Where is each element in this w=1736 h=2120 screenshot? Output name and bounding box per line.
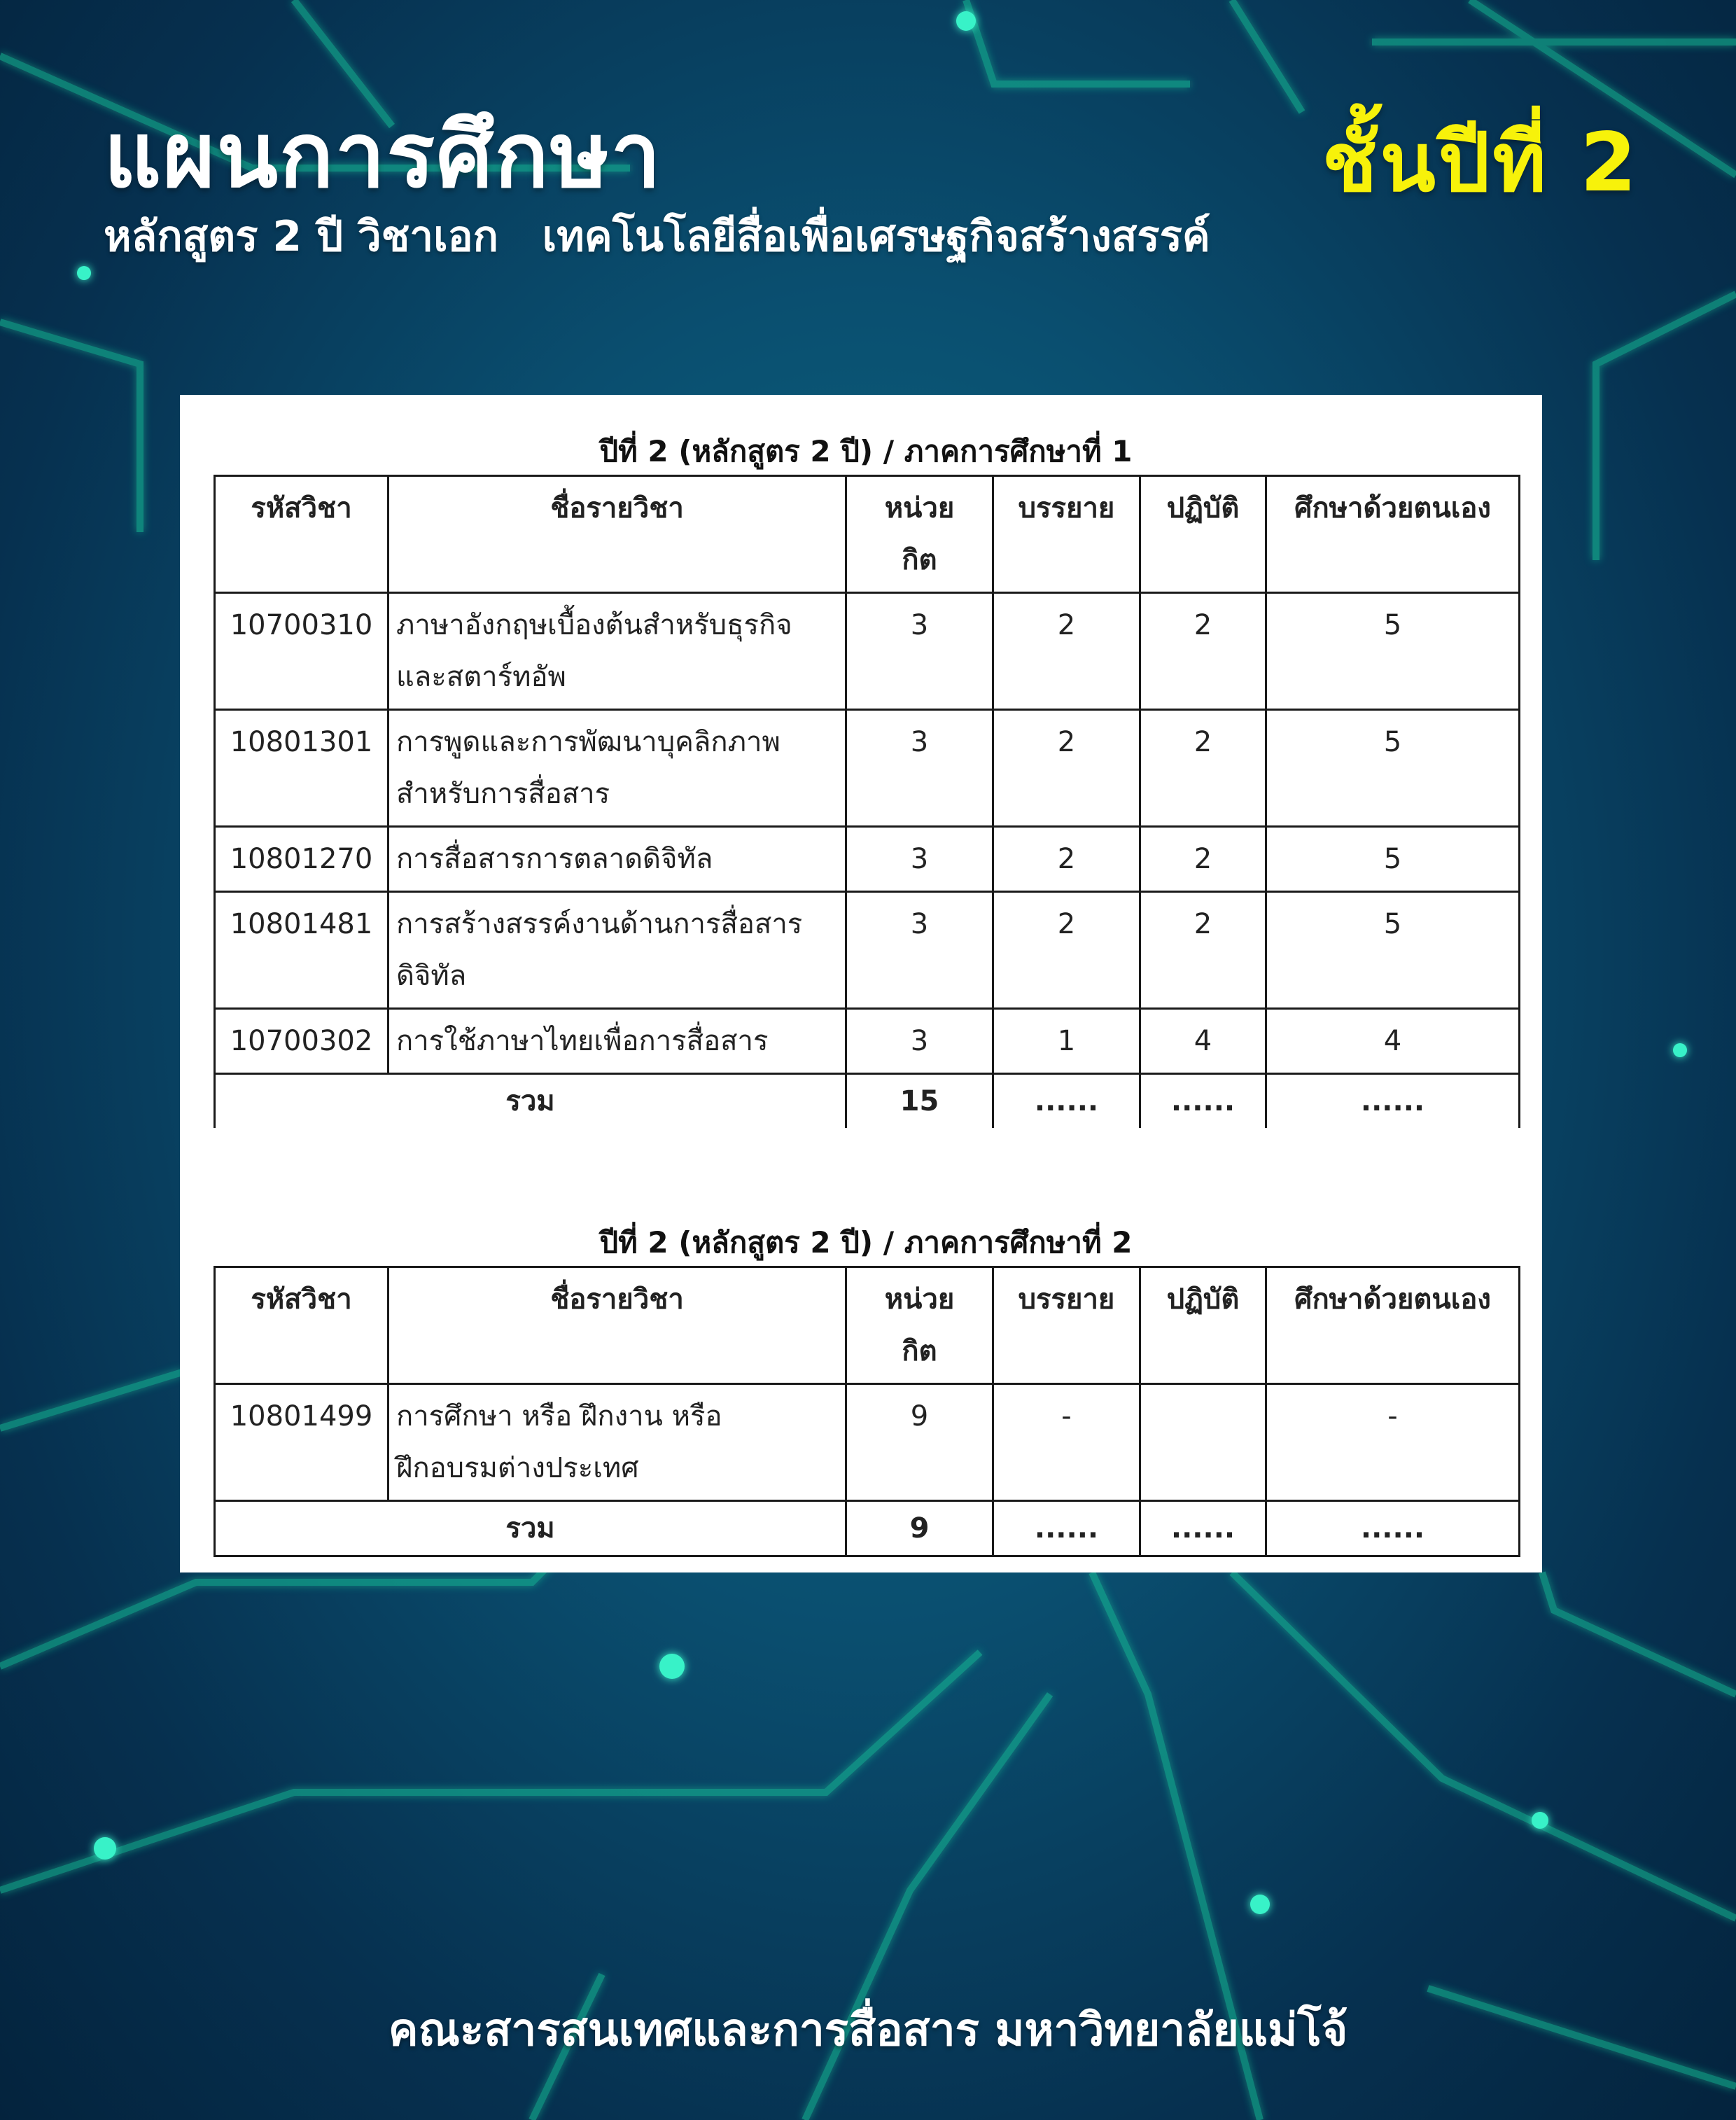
course-lecture: 1 xyxy=(993,1009,1140,1074)
total-credit: 9 xyxy=(846,1501,993,1556)
course-name xyxy=(388,892,846,1009)
header-credit-line1: หน่วย xyxy=(884,492,955,524)
header-lecture: บรรยาย xyxy=(993,1267,1140,1384)
header-credit xyxy=(846,1267,993,1384)
course-name xyxy=(388,710,846,827)
course-self-study: - xyxy=(1266,1384,1520,1501)
header-credit-line2: กิต xyxy=(902,544,937,576)
total-lecture: ...... xyxy=(993,1074,1140,1129)
course-lecture: - xyxy=(993,1384,1140,1501)
curriculum-subtitle: หลักสูตร 2 ปี วิชาเอก เทคโนโลยีสื่อเพื่อเศรษฐกิจสร้างสรรค์ xyxy=(104,212,1210,261)
semester-1-title: ปีที่ 2 (หลักสูตร 2 ปี) / ภาคการศึกษาที่ 1 xyxy=(599,434,1133,468)
header-code: รหัสวิชา xyxy=(215,1267,388,1384)
grade-level: ชั้นปีที่ 2 xyxy=(1322,116,1639,210)
course-practice: 2 xyxy=(1140,827,1266,892)
total-row xyxy=(215,1501,1520,1556)
course-self-study: 5 xyxy=(1266,892,1520,1009)
course-lecture: 2 xyxy=(993,593,1140,710)
course-name: การใช้ภาษาไทยเพื่อการสื่อสาร xyxy=(388,1009,846,1074)
total-row xyxy=(215,1074,1520,1129)
course-lecture: 2 xyxy=(993,892,1140,1009)
course-name xyxy=(388,593,846,710)
total-label: รวม xyxy=(215,1074,846,1129)
course-self-study: 4 xyxy=(1266,1009,1520,1074)
semester-2-title: ปีที่ 2 (หลักสูตร 2 ปี) / ภาคการศึกษาที่ 2 xyxy=(599,1225,1133,1260)
total-lecture: ...... xyxy=(993,1501,1140,1556)
course-credit: 3 xyxy=(846,827,993,892)
semester-2-table xyxy=(214,1266,1520,1557)
total-credit: 15 xyxy=(846,1074,993,1129)
table-header-row xyxy=(215,1267,1520,1384)
header-practice: ปฏิบัติ xyxy=(1140,1267,1266,1384)
course-name-line2: สำหรับการสื่อสาร xyxy=(396,778,610,810)
total-practice: ...... xyxy=(1140,1501,1266,1556)
course-practice: 2 xyxy=(1140,593,1266,710)
faculty-footer: คณะสารสนเทศและการสื่อสาร มหาวิทยาลัยแม่โจ้ xyxy=(388,2004,1348,2056)
table-row xyxy=(215,710,1520,827)
course-practice xyxy=(1140,1384,1266,1501)
course-name-line1: การพูดและการพัฒนาบุคลิกภาพ xyxy=(396,726,780,758)
study-plan-card xyxy=(180,395,1542,1572)
header-credit xyxy=(846,476,993,593)
total-self-study: ...... xyxy=(1266,1074,1520,1129)
course-name xyxy=(388,1384,846,1501)
course-name: การสื่อสารการตลาดดิจิทัล xyxy=(388,827,846,892)
course-code: 10801270 xyxy=(215,827,388,892)
header-name: ชื่อรายวิชา xyxy=(388,1267,846,1384)
table-header-row xyxy=(215,476,1520,593)
course-code: 10700302 xyxy=(215,1009,388,1074)
course-code: 10801301 xyxy=(215,710,388,827)
course-name-line1: การศึกษา หรือ ฝึกงาน หรือ xyxy=(396,1400,722,1432)
header-practice: ปฏิบัติ xyxy=(1140,476,1266,593)
header-lecture: บรรยาย xyxy=(993,476,1140,593)
course-lecture: 2 xyxy=(993,827,1140,892)
header-self-study: ศึกษาด้วยตนเอง xyxy=(1266,1267,1520,1384)
course-self-study: 5 xyxy=(1266,593,1520,710)
course-credit: 3 xyxy=(846,710,993,827)
total-label: รวม xyxy=(215,1501,846,1556)
semester-1-table xyxy=(214,475,1520,1128)
header-code: รหัสวิชา xyxy=(215,476,388,593)
header-name: ชื่อรายวิชา xyxy=(388,476,846,593)
course-credit: 3 xyxy=(846,892,993,1009)
total-practice: ...... xyxy=(1140,1074,1266,1129)
course-practice: 2 xyxy=(1140,892,1266,1009)
semester-1-section xyxy=(214,428,1518,1128)
table-row xyxy=(215,892,1520,1009)
course-code: 10700310 xyxy=(215,593,388,710)
course-name-line2: ฝึกอบรมต่างประเทศ xyxy=(396,1452,639,1484)
header-credit-line1: หน่วย xyxy=(884,1283,955,1316)
course-practice: 2 xyxy=(1140,710,1266,827)
course-lecture: 2 xyxy=(993,710,1140,827)
table-row xyxy=(215,593,1520,710)
course-practice: 4 xyxy=(1140,1009,1266,1074)
course-code: 10801481 xyxy=(215,892,388,1009)
course-self-study: 5 xyxy=(1266,710,1520,827)
course-credit: 3 xyxy=(846,593,993,710)
course-name-line2: และสตาร์ทอัพ xyxy=(396,661,566,693)
course-name-line2: ดิจิทัล xyxy=(396,960,467,992)
course-credit: 9 xyxy=(846,1384,993,1501)
table-row xyxy=(215,1009,1520,1074)
table-row xyxy=(215,827,1520,892)
table-row xyxy=(215,1384,1520,1501)
course-name-line1: การสร้างสรรค์งานด้านการสื่อสาร xyxy=(396,908,803,940)
semester-2-section xyxy=(214,1220,1518,1557)
page-title: แผนการศึกษา xyxy=(104,104,663,208)
course-self-study: 5 xyxy=(1266,827,1520,892)
header-credit-line2: กิต xyxy=(902,1335,937,1367)
course-code: 10801499 xyxy=(215,1384,388,1501)
course-name-line1: ภาษาอังกฤษเบื้องต้นสำหรับธุรกิจ xyxy=(396,609,792,641)
total-self-study: ...... xyxy=(1266,1501,1520,1556)
header-self-study: ศึกษาด้วยตนเอง xyxy=(1266,476,1520,593)
course-credit: 3 xyxy=(846,1009,993,1074)
